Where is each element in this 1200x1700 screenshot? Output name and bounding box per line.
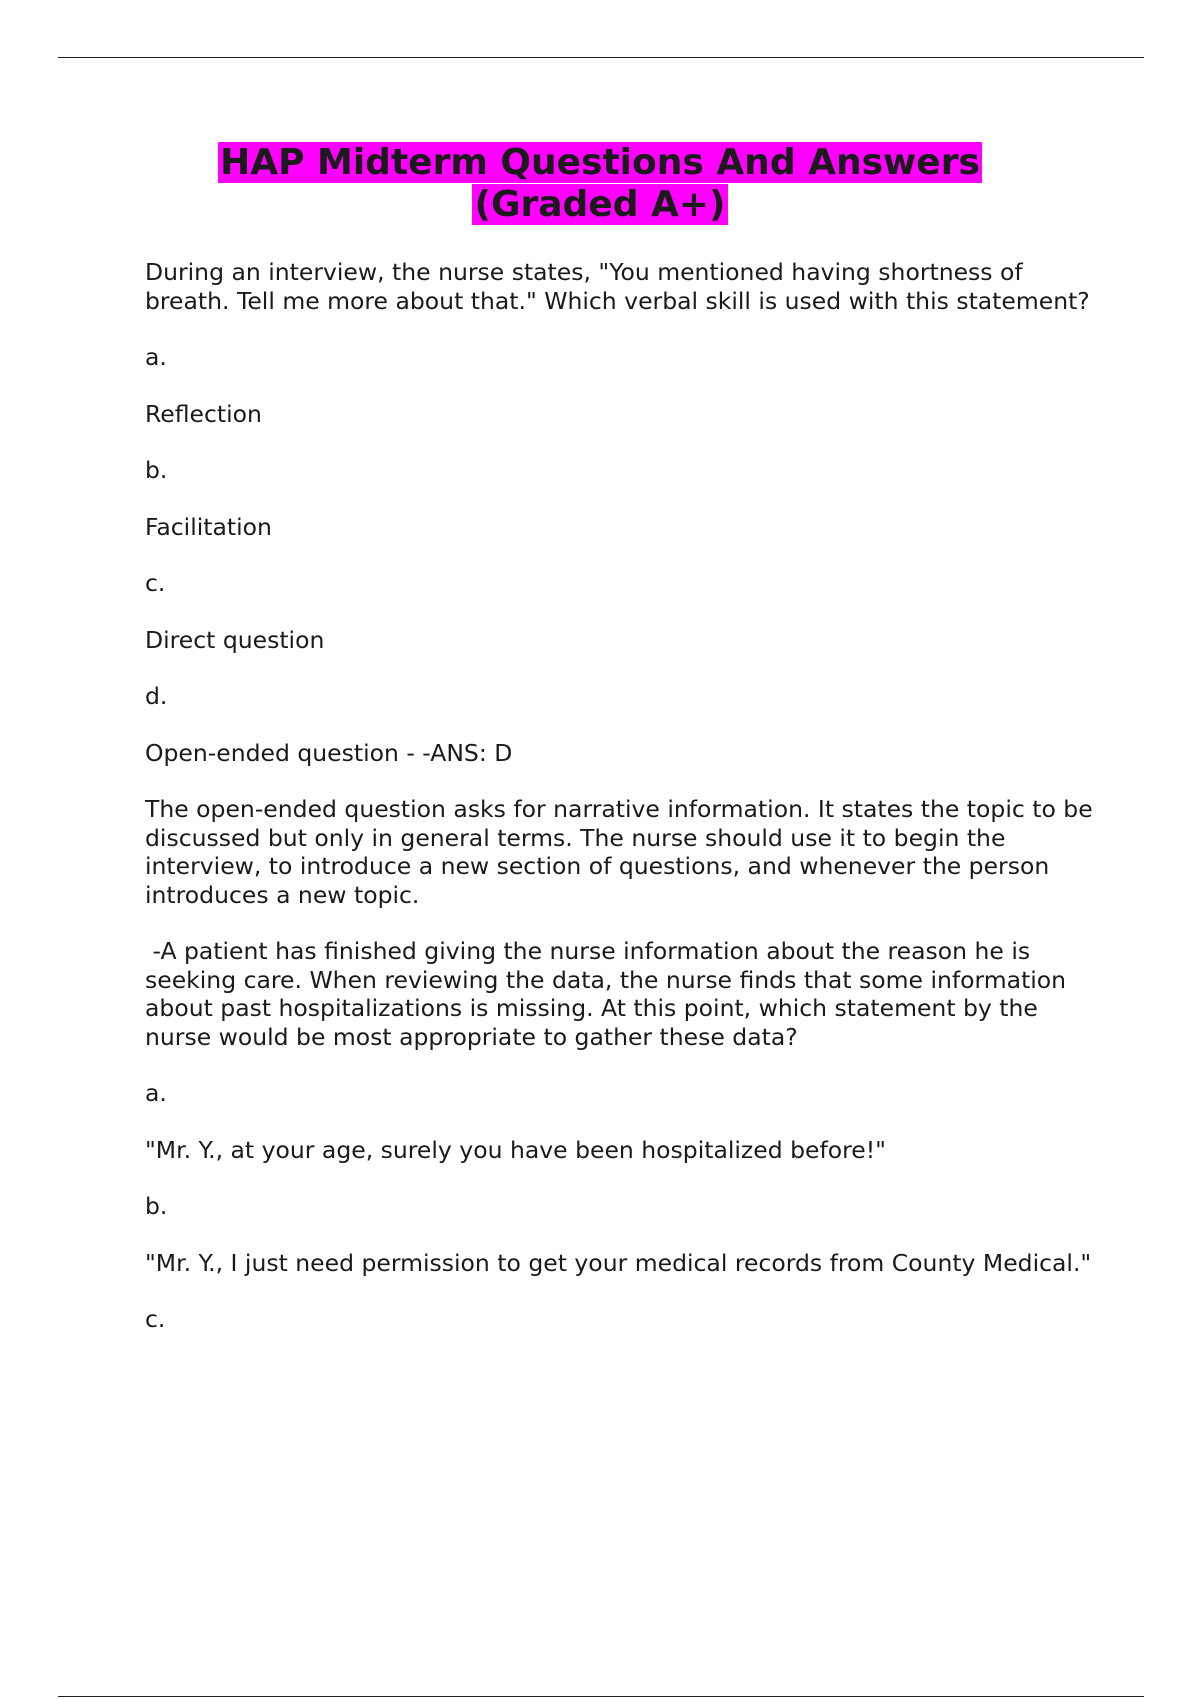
- option-label-b: b.: [145, 1192, 168, 1220]
- option-text-c: Direct question: [145, 625, 325, 654]
- footer-rule: [58, 1696, 1144, 1697]
- option-text-d-answer: Open-ended question - -ANS: D: [145, 738, 513, 767]
- document-title: [0, 142, 1200, 226]
- option-label-d: d.: [145, 682, 168, 710]
- option-text-b: "Mr. Y., I just need permission to get your medical records from County Medical.": [145, 1248, 1092, 1277]
- option-label-c: c.: [145, 1305, 166, 1333]
- option-label-c: c.: [145, 569, 166, 597]
- title-line-2: (Graded A+): [474, 184, 726, 225]
- option-text-a: "Mr. Y., at your age, surely you have been hospitalized before!": [145, 1135, 886, 1164]
- option-text-b: Facilitation: [145, 512, 272, 541]
- option-label-a: a.: [145, 1079, 167, 1107]
- question-2-stem: -A patient has finished giving the nurse information about the reason he is seeking care. When reviewing the data, the nurse finds that some information about past hospitalizations is missing. At this point, which statement by the nurse would be most appropriate to gather these data?: [145, 937, 1074, 1051]
- title-line-1: HAP Midterm Questions And Answers: [220, 142, 980, 183]
- option-label-b: b.: [145, 456, 168, 484]
- header-rule: [58, 57, 1144, 58]
- option-text-a: Reflection: [145, 399, 262, 428]
- option-label-a: a.: [145, 343, 167, 371]
- question-1-stem: During an interview, the nurse states, "You mentioned having shortness of breath. Tell me more about that." Which verbal skill is used with this statement?: [145, 258, 1090, 315]
- document-body: [145, 258, 1095, 1362]
- answer-rationale: The open-ended question asks for narrative information. It states the topic to be discussed but only in general terms. The nurse should use it to begin the interview, to introduce a new section of questions, and whenever the person introduces a new topic.: [145, 795, 1093, 909]
